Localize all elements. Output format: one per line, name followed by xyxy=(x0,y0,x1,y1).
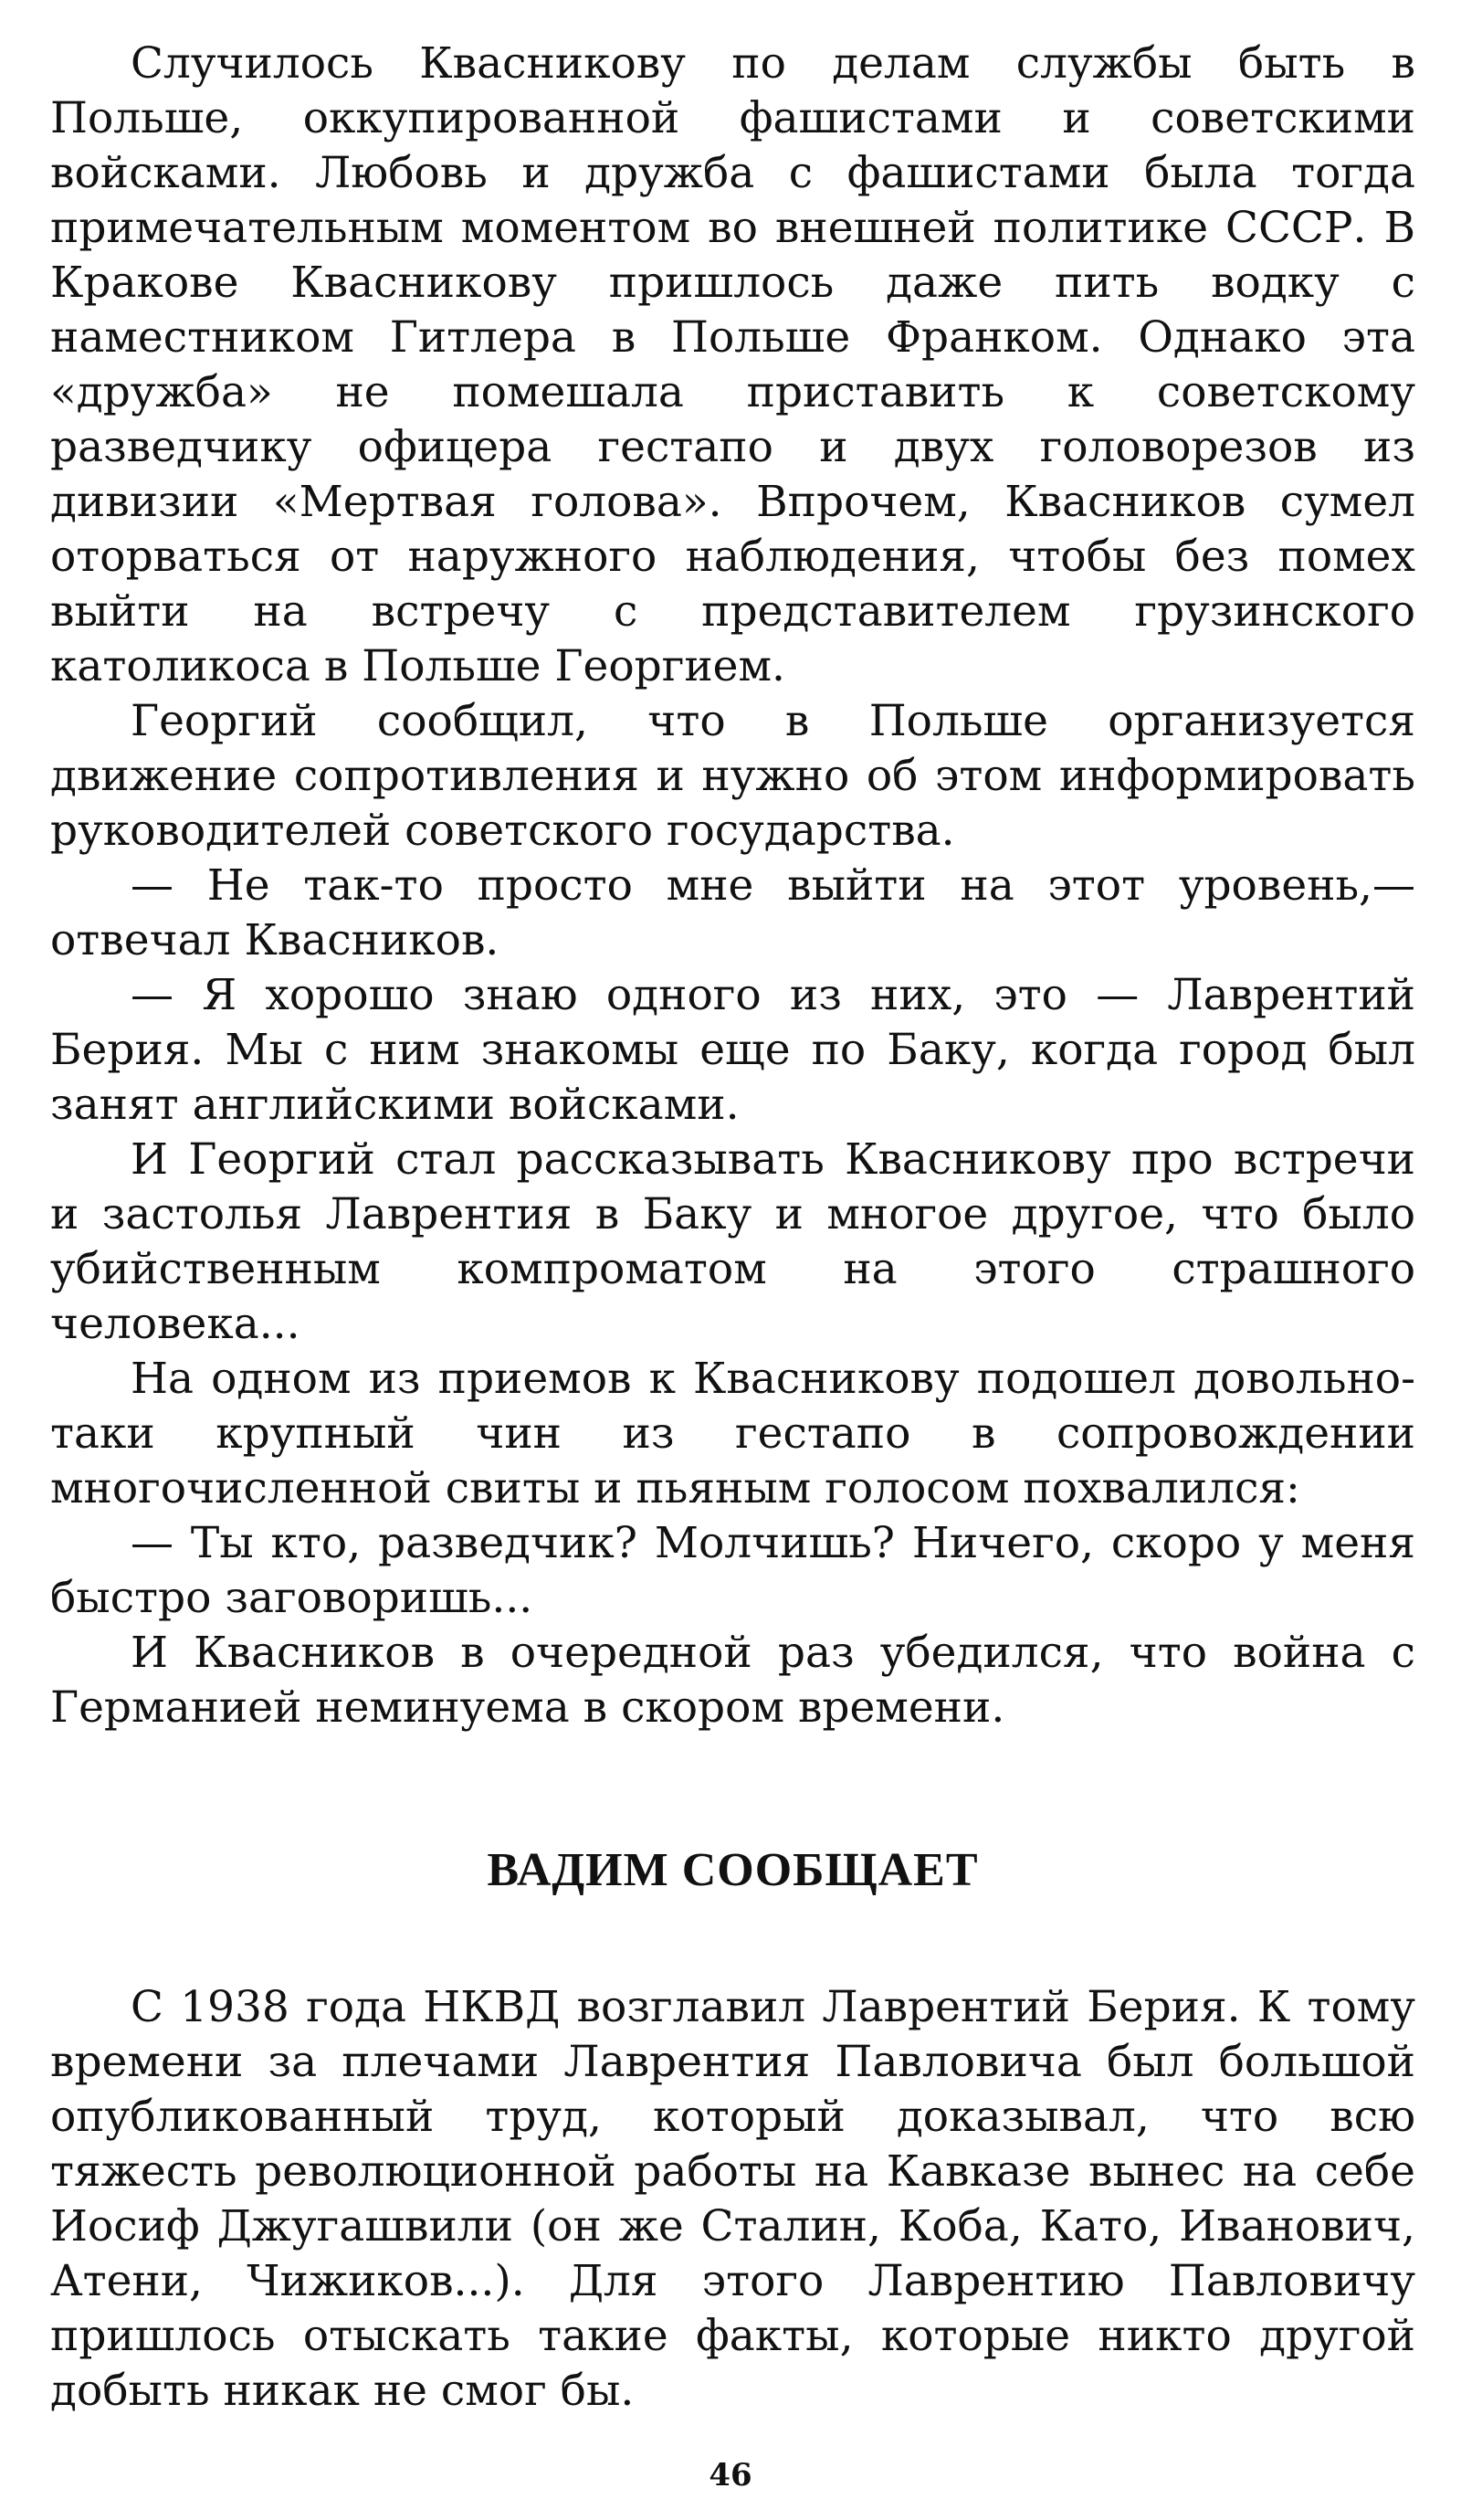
dialogue-line: — Ты кто, разведчик? Молчишь? Ничего, скоро у меня быстро заговоришь... xyxy=(50,1518,1415,1623)
paragraph: С 1938 года НКВД возглавил Лаврентий Берия. К тому времени за плечами Лаврентия Павловича был большой опубликованный труд, который доказывал, что всю тяжесть революционной работы на Кавказе вынес на себе Иосиф Джугашвили (он же Сталин, Коба, Като, Иванович, Атени, Чижиков...). Для этого Лаврентию Павловичу пришлось отыскать такие факты, которые никто другой добыть никак не смог бы. xyxy=(50,1982,1415,2416)
paragraph: Георгий сообщил, что в Польше организуется движение сопротивления и нужно об этом информировать руководителей советского государства. xyxy=(50,696,1415,856)
page-number: 46 xyxy=(709,2457,752,2494)
book-page xyxy=(50,37,1415,2419)
paragraph: И Квасников в очередной раз убедился, что война с Германией неминуема в скором времени. xyxy=(50,1628,1415,1733)
dialogue-line: — Не так-то просто мне выйти на этот уровень,— отвечал Квасников. xyxy=(50,860,1415,965)
dialogue-line: — Я хорошо знаю одного из них, это — Лаврентий Берия. Мы с ним знакомы еще по Баку, когда город был занят английскими войсками. xyxy=(50,970,1415,1130)
paragraph: И Георгий стал рассказывать Квасникову про встречи и застолья Лаврентия в Баку и многое другое, что было убийственным компроматом на этого страшного человека... xyxy=(50,1134,1415,1349)
paragraph: На одном из приемов к Квасникову подошел довольно-таки крупный чин из гестапо в сопровождении многочисленной свиты и пьяным голосом похвалился: xyxy=(50,1354,1415,1513)
section-title: ВАДИМ СООБЩАЕТ xyxy=(487,1844,979,1896)
paragraph: Случилось Квасникову по делам службы быть в Польше, оккупированной фашистами и советскими войсками. Любовь и дружба с фашистами была тогда примечательным моментом во внешней политике СССР. В Кракове Квасникову пришлось даже пить водку с наместником Гитлера в Польше Франком. Однако эта «дружба» не помешала приставить к советскому разведчику офицера гестапо и двух головорезов из дивизии «Мертвая голова». Впрочем, Квасников сумел оторваться от наружного наблюдения, чтобы без помех выйти на встречу с представителем грузинского католикоса в Польше Георгием. xyxy=(50,38,1415,691)
